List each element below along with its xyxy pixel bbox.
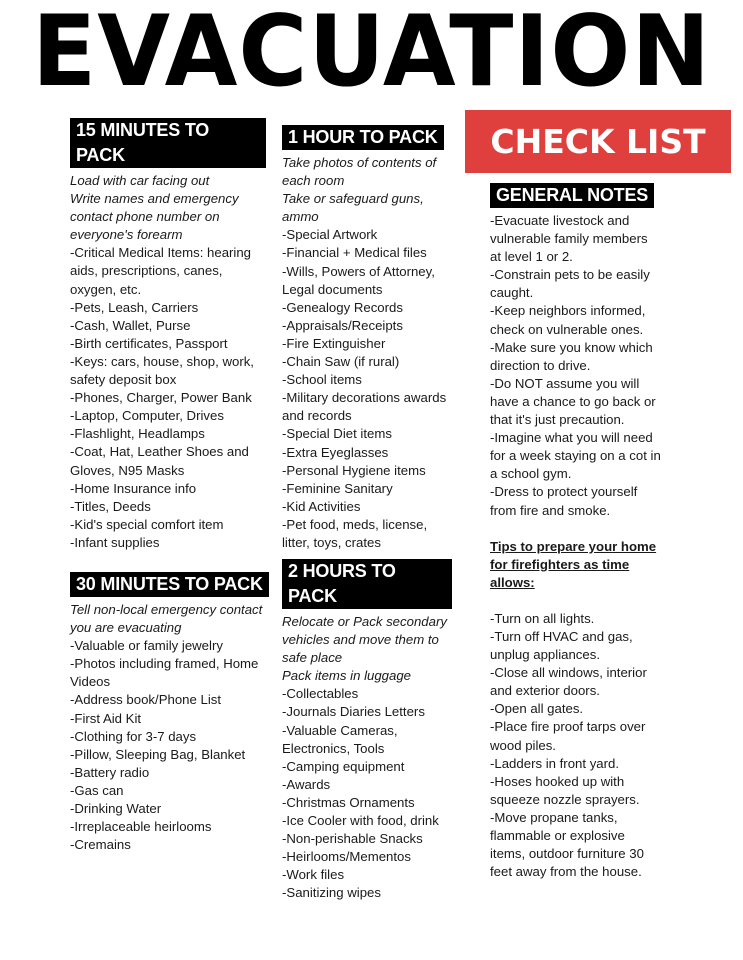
list-item: -Christmas Ornaments: [282, 794, 415, 810]
list-item: -Extra Eyeglasses: [282, 444, 389, 460]
list-item: -Drinking Water: [70, 801, 162, 817]
list-item: -Military decorations awards and records: [282, 390, 447, 424]
instruction-text: Write names and emergency contact phone number on everyone's forearm: [70, 191, 239, 243]
list-item: -Place fire proof tarps over wood piles.: [490, 719, 646, 753]
list-item: -Close all windows, interior and exterior doors.: [490, 665, 647, 699]
section-heading: 30 MINUTES TO PACK: [70, 572, 269, 597]
list-item: -Irreplaceable heirlooms: [70, 819, 212, 835]
list-item: -Cremains: [70, 837, 131, 853]
checklist-badge: CHECK LIST: [465, 110, 731, 173]
section-general-notes: [490, 183, 662, 881]
list-item: -Battery radio: [70, 764, 150, 780]
list-item: -Journals Diaries Letters: [282, 704, 425, 720]
list-item: -Work files: [282, 867, 345, 883]
list-item: -Turn off HVAC and gas, unplug appliances.: [490, 628, 633, 663]
section-heading: 2 HOURS TO PACK: [282, 559, 452, 609]
section-1-hour: [282, 125, 452, 552]
list-item: -Dress to protect yourself from fire and smoke.: [490, 484, 638, 518]
list-item: -Address book/Phone List: [70, 692, 222, 708]
list-item: -Appraisals/Receipts: [282, 317, 403, 333]
section-2-hours: [282, 559, 452, 903]
list-item: -Move propane tanks, flammable or explosive items, outdoor furniture 30 feet away from the house.: [490, 809, 644, 880]
list-item: -Flashlight, Headlamps: [70, 426, 205, 442]
page-title: EVACUATION: [31, 0, 712, 109]
instruction-text: Load with car facing out: [70, 173, 210, 188]
list-item: -Financial + Medical files: [282, 245, 427, 261]
list-item: -School items: [282, 372, 362, 388]
list-item: -Laptop, Computer, Drives: [70, 408, 224, 424]
list-item: -Clothing for 3-7 days: [70, 728, 197, 744]
list-item: -Sanitizing wipes: [282, 885, 381, 901]
list-item: -Ice Cooler with food, drink: [282, 813, 439, 829]
list-item: -Make sure you know which direction to drive.: [490, 339, 653, 373]
list-item: -Keep neighbors informed, check on vulnerable ones.: [490, 303, 646, 337]
list-item: -Constrain pets to be easily caught.: [490, 267, 650, 301]
list-item: -Kid's special comfort item: [70, 516, 224, 532]
section-heading: 15 MINUTES TO PACK: [70, 118, 266, 168]
list-item: -Pet food, meds, license, litter, toys, crates: [282, 516, 428, 550]
list-item: -Pillow, Sleeping Bag, Blanket: [70, 746, 246, 762]
list-item: -Critical Medical Items: hearing aids, prescriptions, canes, oxygen, etc.: [70, 245, 252, 297]
list-item: -Special Diet items: [282, 426, 392, 442]
instruction-text: Take photos of contents of each room: [282, 155, 437, 189]
list-item: -Evacuate livestock and vulnerable family members at level 1 or 2.: [490, 213, 648, 265]
list-item: -Home Insurance info: [70, 480, 197, 496]
list-item: -Awards: [282, 776, 331, 792]
list-item: -Camping equipment: [282, 758, 405, 774]
list-item: -Do NOT assume you will have a chance to go back or that it's just precaution.: [490, 375, 656, 428]
list-item: -Feminine Sanitary: [282, 480, 393, 496]
section-30-minutes: [70, 572, 274, 854]
list-item: -Valuable Cameras, Electronics, Tools: [282, 722, 398, 756]
list-item: -Keys: cars, house, shop, work, safety deposit box: [70, 353, 254, 388]
list-item: -Special Artwork: [282, 227, 378, 243]
list-item: -Birth certificates, Passport: [70, 335, 228, 351]
list-item: -Genealogy Records: [282, 299, 403, 315]
instruction-text: Relocate or Pack secondary vehicles and move them to safe place: [282, 614, 447, 666]
list-item: -Wills, Powers of Attorney, Legal documents: [282, 263, 435, 297]
list-item: -Infant supplies: [70, 534, 160, 550]
list-item: -Pets, Leash, Carriers: [70, 299, 199, 315]
tips-heading: Tips to prepare your home for firefighters as time allows:: [490, 538, 657, 590]
list-item: -Gas can: [70, 782, 124, 798]
list-item: -Open all gates.: [490, 701, 584, 717]
section-heading: 1 HOUR TO PACK: [282, 125, 444, 150]
section-heading: GENERAL NOTES: [490, 183, 654, 208]
list-item: -Imagine what you will need for a week staying on a cot in a school gym.: [490, 430, 661, 482]
instruction-text: Take or safeguard guns, ammo: [282, 191, 424, 225]
list-item: -Collectables: [282, 686, 359, 702]
section-15-minutes: [70, 118, 266, 552]
list-item: -First Aid Kit: [70, 710, 142, 726]
list-item: -Non-perishable Snacks: [282, 831, 423, 847]
instruction-text: Pack items in luggage: [282, 668, 412, 684]
list-item: -Personal Hygiene items: [282, 462, 426, 478]
list-item: -Coat, Hat, Leather Shoes and Gloves, N95 Masks: [70, 444, 249, 478]
list-item: -Hoses hooked up with squeeze nozzle sprayers.: [490, 773, 640, 807]
list-item: -Cash, Wallet, Purse: [70, 317, 191, 333]
list-item: -Turn on all lights.: [490, 610, 595, 626]
list-item: -Phones, Charger, Power Bank: [70, 390, 252, 406]
list-item: -Fire Extinguisher: [282, 335, 386, 351]
list-item: -Photos including framed, Home Videos: [70, 656, 259, 690]
list-item: -Ladders in front yard.: [490, 755, 620, 771]
list-item: -Kid Activities: [282, 498, 361, 514]
list-item: -Chain Saw (if rural): [282, 354, 400, 370]
list-item: -Valuable or family jewelry: [70, 638, 223, 654]
list-item: -Titles, Deeds: [70, 498, 151, 514]
list-item: -Heirlooms/Mementos: [282, 849, 411, 865]
instruction-text: Tell non-local emergency contact you are evacuating: [70, 602, 263, 636]
